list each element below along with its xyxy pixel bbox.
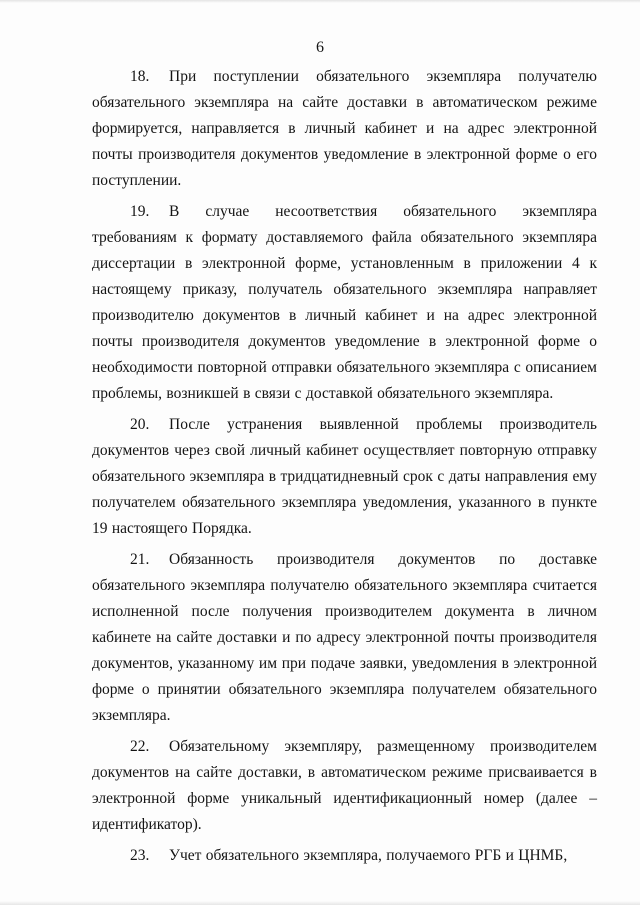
paragraph-text: Обязательному экземпляру, размещенному производителем документов на сайте доставки, в автоматическом режиме присваивается в электронной форме уникальный идентификационный номер (далее – идентификатор). (92, 738, 597, 833)
paragraph-23 (92, 843, 597, 869)
paragraph-number: 23. (130, 847, 150, 864)
paragraph-text: После устранения выявленной проблемы производитель документов через свой личный кабинет осуществляет повторную отправку обязательного экземпляра в тридцатидневный срок с даты направления ему получателем обязательного экземпляра уведомления, указанного в пункте 19 настоящего Порядка. (92, 416, 597, 537)
page-top-edge (0, 0, 640, 3)
paragraph-number: 20. (130, 416, 150, 433)
paragraph-text: Обязанность производителя документов по доставке обязательного экземпляра получателю обязательного экземпляра считается исполненной после получения производителем документа в личном кабинете на сайте доставки и по адресу электронной почты производителя документов, указанному им при подаче заявки, уведомления в электронной форме о принятии обязательного экземпляра получателем обязательного экземпляра. (92, 551, 597, 724)
paragraph-number: 18. (130, 68, 150, 85)
page-number: 6 (316, 39, 324, 56)
paragraph-18 (92, 64, 597, 194)
paragraph-text: Учет обязательного экземпляра, получаемого РГБ и ЦНМБ, (169, 847, 568, 864)
page-bottom-edge (0, 901, 640, 905)
paragraph-20 (92, 412, 597, 542)
paragraph-text: В случае несоответствия обязательного экземпляра требованиям к формату доставляемого файла обязательного экземпляра диссертации в электронной форме, установленным в приложении 4 к настоящему приказу, получатель обязательного экземпляра направляет производителю документов в личный кабинет и на адрес электронной почты производителя документов уведомление в электронной форме о необходимости повторной отправки обязательного экземпляра с описанием проблемы, возникшей в связи с доставкой обязательного экземпляра. (92, 203, 597, 402)
document-body (92, 64, 597, 874)
paragraph-21 (92, 547, 597, 729)
paragraph-number: 22. (130, 738, 150, 755)
paragraph-19 (92, 199, 597, 407)
paragraph-number: 21. (130, 551, 150, 568)
paragraph-text: При поступлении обязательного экземпляра получателю обязательного экземпляра на сайте доставки в автоматическом режиме формируется, направляется в личный кабинет и на адрес электронной почты производителя документов уведомление в электронной форме о его поступлении. (92, 68, 597, 189)
paragraph-number: 19. (130, 203, 150, 220)
paragraph-22 (92, 734, 597, 838)
